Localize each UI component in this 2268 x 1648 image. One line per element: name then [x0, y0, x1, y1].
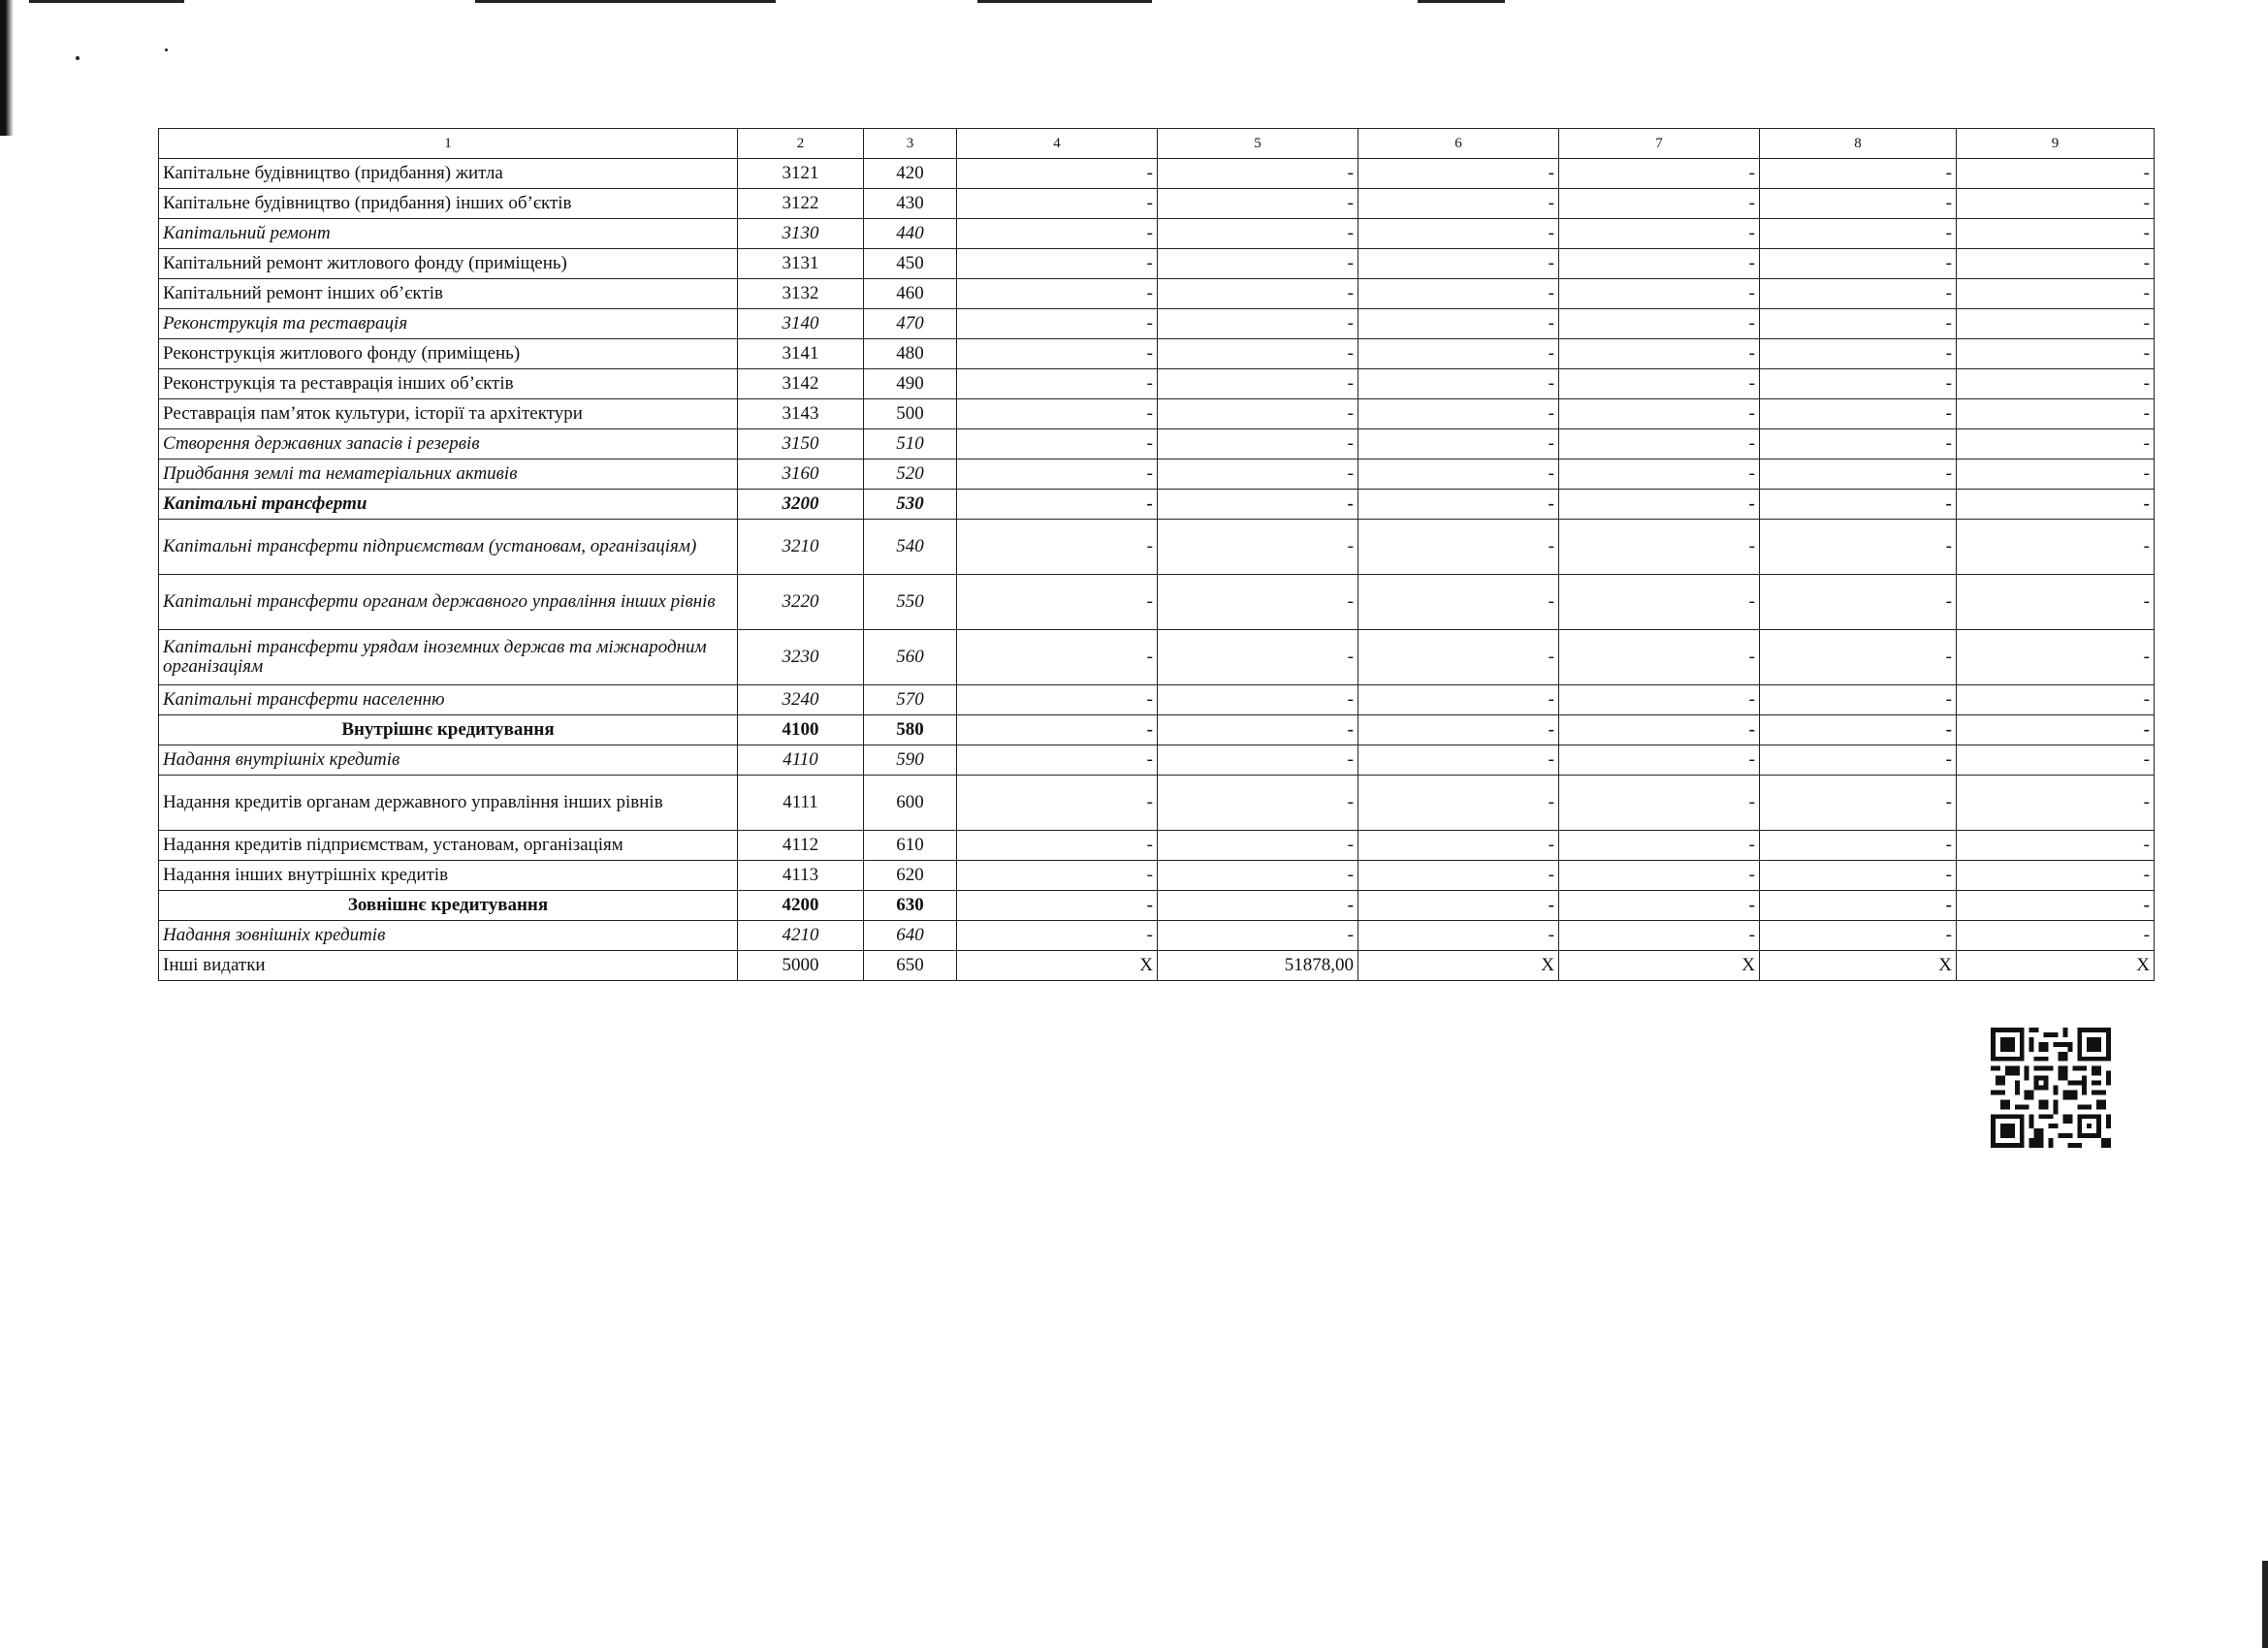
row-code: 4210 [738, 921, 864, 951]
report-table [158, 128, 2155, 981]
row-name: Капітальне будівництво (придбання) інших об’єктів [159, 189, 738, 219]
value-cell: - [1760, 399, 1957, 429]
row-code: 3131 [738, 249, 864, 279]
scan-speck [165, 48, 168, 51]
row-name: Надання кредитів підприємствам, установам, організаціям [159, 831, 738, 861]
value-cell: - [1957, 309, 2155, 339]
row-number: 430 [864, 189, 957, 219]
row-number: 480 [864, 339, 957, 369]
row-number: 500 [864, 399, 957, 429]
table-row [159, 861, 2155, 891]
row-number: 650 [864, 951, 957, 981]
value-cell: - [1957, 339, 2155, 369]
row-code: 4111 [738, 776, 864, 831]
value-cell: - [1358, 715, 1559, 745]
row-number: 440 [864, 219, 957, 249]
value-cell: - [1158, 520, 1358, 575]
value-cell: - [1158, 575, 1358, 630]
value-cell: - [957, 279, 1158, 309]
value-cell: X [1559, 951, 1760, 981]
value-cell: - [957, 429, 1158, 460]
value-cell: - [1358, 520, 1559, 575]
row-code: 3122 [738, 189, 864, 219]
value-cell: - [1559, 490, 1760, 520]
table-row [159, 219, 2155, 249]
row-number: 630 [864, 891, 957, 921]
row-code: 3130 [738, 219, 864, 249]
value-cell: - [1158, 189, 1358, 219]
table-row [159, 369, 2155, 399]
row-code: 3141 [738, 339, 864, 369]
value-cell: - [1358, 399, 1559, 429]
header-cell: 4 [957, 129, 1158, 159]
scan-speck [76, 56, 80, 60]
value-cell: - [957, 745, 1158, 776]
row-name: Капітальні трансферти органам державного управління інших рівнів [159, 575, 738, 630]
value-cell: - [1158, 745, 1358, 776]
scan-edge-top [1418, 0, 1505, 3]
value-cell: - [1760, 369, 1957, 399]
value-cell: - [1358, 921, 1559, 951]
value-cell: - [1760, 831, 1957, 861]
value-cell: - [1358, 630, 1559, 685]
header-cell: 7 [1559, 129, 1760, 159]
value-cell: - [1559, 831, 1760, 861]
value-cell: - [1760, 776, 1957, 831]
table-row [159, 685, 2155, 715]
value-cell: - [1158, 399, 1358, 429]
value-cell: - [1158, 309, 1358, 339]
value-cell: - [957, 891, 1158, 921]
value-cell: - [1760, 159, 1957, 189]
value-cell: - [1158, 339, 1358, 369]
value-cell: - [1760, 861, 1957, 891]
value-cell: - [1957, 159, 2155, 189]
row-name: Капітальні трансферти урядам іноземних держав та міжнародним організаціям [159, 630, 738, 685]
row-code: 4112 [738, 831, 864, 861]
table-row [159, 460, 2155, 490]
value-cell: - [1760, 490, 1957, 520]
value-cell: - [1358, 309, 1559, 339]
table-row [159, 490, 2155, 520]
row-number: 450 [864, 249, 957, 279]
value-cell: - [1957, 490, 2155, 520]
value-cell: - [1358, 189, 1559, 219]
value-cell: - [1358, 490, 1559, 520]
value-cell: - [1358, 831, 1559, 861]
value-cell: - [957, 575, 1158, 630]
value-cell: - [1559, 685, 1760, 715]
header-cell: 1 [159, 129, 738, 159]
value-cell: - [1957, 369, 2155, 399]
scan-edge-top [977, 0, 1152, 3]
value-cell: - [957, 630, 1158, 685]
value-cell: - [1760, 745, 1957, 776]
value-cell: - [1358, 891, 1559, 921]
value-cell: - [1957, 219, 2155, 249]
value-cell: - [1760, 460, 1957, 490]
value-cell: - [1358, 429, 1559, 460]
value-cell: - [957, 249, 1158, 279]
value-cell: - [1760, 891, 1957, 921]
table-row [159, 921, 2155, 951]
value-cell: - [1358, 745, 1559, 776]
value-cell: - [1158, 460, 1358, 490]
value-cell: - [1559, 159, 1760, 189]
row-name: Надання кредитів органам державного управління інших рівнів [159, 776, 738, 831]
table-row [159, 831, 2155, 861]
row-name: Капітальний ремонт інших об’єктів [159, 279, 738, 309]
value-cell: - [1158, 630, 1358, 685]
table-row [159, 520, 2155, 575]
value-cell: - [1559, 460, 1760, 490]
value-cell: - [1957, 745, 2155, 776]
value-cell: - [1158, 490, 1358, 520]
value-cell: - [1158, 891, 1358, 921]
value-cell: - [1559, 399, 1760, 429]
row-name: Інші видатки [159, 951, 738, 981]
value-cell: - [1957, 429, 2155, 460]
row-code: 3142 [738, 369, 864, 399]
value-cell: - [1559, 279, 1760, 309]
row-number: 530 [864, 490, 957, 520]
value-cell: - [1559, 249, 1760, 279]
header-cell: 3 [864, 129, 957, 159]
row-name: Капітальні трансферти населенню [159, 685, 738, 715]
value-cell: - [1957, 831, 2155, 861]
value-cell: - [1559, 776, 1760, 831]
value-cell: - [1358, 159, 1559, 189]
value-cell: - [957, 776, 1158, 831]
value-cell: - [1957, 921, 2155, 951]
value-cell: - [1957, 861, 2155, 891]
value-cell: - [957, 219, 1158, 249]
value-cell: - [1559, 219, 1760, 249]
value-cell: - [1358, 575, 1559, 630]
value-cell: - [957, 309, 1158, 339]
header-cell: 8 [1760, 129, 1957, 159]
row-number: 580 [864, 715, 957, 745]
value-cell: - [1158, 369, 1358, 399]
row-name: Капітальні трансферти [159, 490, 738, 520]
table-row [159, 249, 2155, 279]
row-code: 3240 [738, 685, 864, 715]
value-cell: - [1760, 520, 1957, 575]
row-code: 3143 [738, 399, 864, 429]
value-cell: X [1358, 951, 1559, 981]
row-name: Реконструкція та реставрація [159, 309, 738, 339]
row-code: 3200 [738, 490, 864, 520]
value-cell: - [957, 399, 1158, 429]
header-cell: 9 [1957, 129, 2155, 159]
value-cell: - [1158, 219, 1358, 249]
row-name: Внутрішнє кредитування [159, 715, 738, 745]
row-code: 3132 [738, 279, 864, 309]
value-cell: X [957, 951, 1158, 981]
row-code: 3210 [738, 520, 864, 575]
row-number: 590 [864, 745, 957, 776]
row-code: 4110 [738, 745, 864, 776]
scan-edge-left [0, 0, 14, 136]
scan-edge-top [475, 0, 776, 3]
value-cell: - [957, 520, 1158, 575]
value-cell: - [957, 159, 1158, 189]
value-cell: - [1158, 831, 1358, 861]
row-code: 3121 [738, 159, 864, 189]
value-cell: - [1358, 861, 1559, 891]
value-cell: - [1760, 685, 1957, 715]
value-cell: - [1760, 715, 1957, 745]
value-cell: - [1559, 189, 1760, 219]
row-name: Капітальний ремонт [159, 219, 738, 249]
table-row [159, 776, 2155, 831]
value-cell: - [1358, 776, 1559, 831]
row-code: 3230 [738, 630, 864, 685]
table-row [159, 399, 2155, 429]
row-number: 460 [864, 279, 957, 309]
table-row [159, 189, 2155, 219]
value-cell: - [1358, 369, 1559, 399]
value-cell: - [957, 490, 1158, 520]
value-cell: - [1559, 369, 1760, 399]
table-row [159, 745, 2155, 776]
value-cell: - [1957, 776, 2155, 831]
value-cell: - [1358, 279, 1559, 309]
value-cell: - [1957, 189, 2155, 219]
row-name: Надання внутрішніх кредитів [159, 745, 738, 776]
table-header-row [159, 129, 2155, 159]
header-cell: 6 [1358, 129, 1559, 159]
value-cell: - [1760, 189, 1957, 219]
row-code: 5000 [738, 951, 864, 981]
row-number: 490 [864, 369, 957, 399]
row-code: 3220 [738, 575, 864, 630]
row-name: Капітальний ремонт житлового фонду (приміщень) [159, 249, 738, 279]
value-cell: - [957, 685, 1158, 715]
table-row [159, 339, 2155, 369]
value-cell: - [1957, 685, 2155, 715]
value-cell: - [957, 861, 1158, 891]
value-cell: - [1559, 575, 1760, 630]
table-row [159, 159, 2155, 189]
value-cell: - [1957, 630, 2155, 685]
value-cell: - [1158, 159, 1358, 189]
value-cell: - [1158, 921, 1358, 951]
value-cell: - [1559, 520, 1760, 575]
value-cell: - [1957, 715, 2155, 745]
row-name: Придбання землі та нематеріальних активів [159, 460, 738, 490]
value-cell: - [1559, 891, 1760, 921]
table-row [159, 309, 2155, 339]
value-cell: - [1158, 279, 1358, 309]
table-row [159, 891, 2155, 921]
row-name: Зовнішнє кредитування [159, 891, 738, 921]
value-cell: - [1559, 429, 1760, 460]
value-cell: - [1760, 219, 1957, 249]
value-cell: 51878,00 [1158, 951, 1358, 981]
header-cell: 5 [1158, 129, 1358, 159]
value-cell: - [1559, 309, 1760, 339]
row-number: 570 [864, 685, 957, 715]
value-cell: - [1957, 460, 2155, 490]
table-row [159, 429, 2155, 460]
value-cell: - [1760, 630, 1957, 685]
row-name: Капітальні трансферти підприємствам (установам, організаціям) [159, 520, 738, 575]
row-code: 4100 [738, 715, 864, 745]
value-cell: - [1358, 219, 1559, 249]
row-code: 3160 [738, 460, 864, 490]
value-cell: - [1158, 861, 1358, 891]
value-cell: - [957, 460, 1158, 490]
row-code: 4113 [738, 861, 864, 891]
row-number: 610 [864, 831, 957, 861]
scan-edge-top [29, 0, 184, 3]
row-code: 3140 [738, 309, 864, 339]
row-name: Надання зовнішніх кредитів [159, 921, 738, 951]
row-name: Створення державних запасів і резервів [159, 429, 738, 460]
value-cell: - [1559, 921, 1760, 951]
value-cell: - [1559, 861, 1760, 891]
qr-code-icon [1991, 1028, 2111, 1148]
value-cell: X [1957, 951, 2155, 981]
row-number: 550 [864, 575, 957, 630]
value-cell: - [1957, 520, 2155, 575]
table-row [159, 575, 2155, 630]
value-cell: - [1358, 249, 1559, 279]
value-cell: - [957, 189, 1158, 219]
row-number: 620 [864, 861, 957, 891]
value-cell: - [1760, 429, 1957, 460]
value-cell: - [1957, 279, 2155, 309]
value-cell: - [1158, 685, 1358, 715]
value-cell: - [1158, 249, 1358, 279]
row-name: Реставрація пам’яток культури, історії та архітектури [159, 399, 738, 429]
value-cell: - [1158, 715, 1358, 745]
table-row [159, 715, 2155, 745]
row-name: Надання інших внутрішніх кредитів [159, 861, 738, 891]
row-name: Реконструкція житлового фонду (приміщень) [159, 339, 738, 369]
value-cell: - [957, 831, 1158, 861]
value-cell: - [1158, 429, 1358, 460]
header-cell: 2 [738, 129, 864, 159]
value-cell: - [1559, 715, 1760, 745]
value-cell: - [1760, 575, 1957, 630]
value-cell: - [1957, 249, 2155, 279]
value-cell: - [957, 715, 1158, 745]
value-cell: - [1559, 339, 1760, 369]
scan-edge-right [2262, 1561, 2268, 1648]
value-cell: - [957, 339, 1158, 369]
value-cell: - [1559, 630, 1760, 685]
value-cell: - [1957, 891, 2155, 921]
table-row [159, 630, 2155, 685]
value-cell: - [1358, 460, 1559, 490]
row-number: 510 [864, 429, 957, 460]
value-cell: - [1559, 745, 1760, 776]
row-code: 4200 [738, 891, 864, 921]
row-number: 420 [864, 159, 957, 189]
value-cell: - [1760, 339, 1957, 369]
row-number: 600 [864, 776, 957, 831]
table-row [159, 279, 2155, 309]
value-cell: - [1358, 339, 1559, 369]
value-cell: - [1358, 685, 1559, 715]
value-cell: - [1957, 399, 2155, 429]
value-cell: X [1760, 951, 1957, 981]
value-cell: - [1158, 776, 1358, 831]
row-number: 520 [864, 460, 957, 490]
row-name: Капітальне будівництво (придбання) житла [159, 159, 738, 189]
row-name: Реконструкція та реставрація інших об’єктів [159, 369, 738, 399]
value-cell: - [957, 369, 1158, 399]
value-cell: - [1760, 249, 1957, 279]
row-number: 560 [864, 630, 957, 685]
row-number: 540 [864, 520, 957, 575]
row-number: 470 [864, 309, 957, 339]
value-cell: - [957, 921, 1158, 951]
value-cell: - [1760, 279, 1957, 309]
value-cell: - [1957, 575, 2155, 630]
table-row [159, 951, 2155, 981]
value-cell: - [1760, 921, 1957, 951]
row-number: 640 [864, 921, 957, 951]
value-cell: - [1760, 309, 1957, 339]
row-code: 3150 [738, 429, 864, 460]
